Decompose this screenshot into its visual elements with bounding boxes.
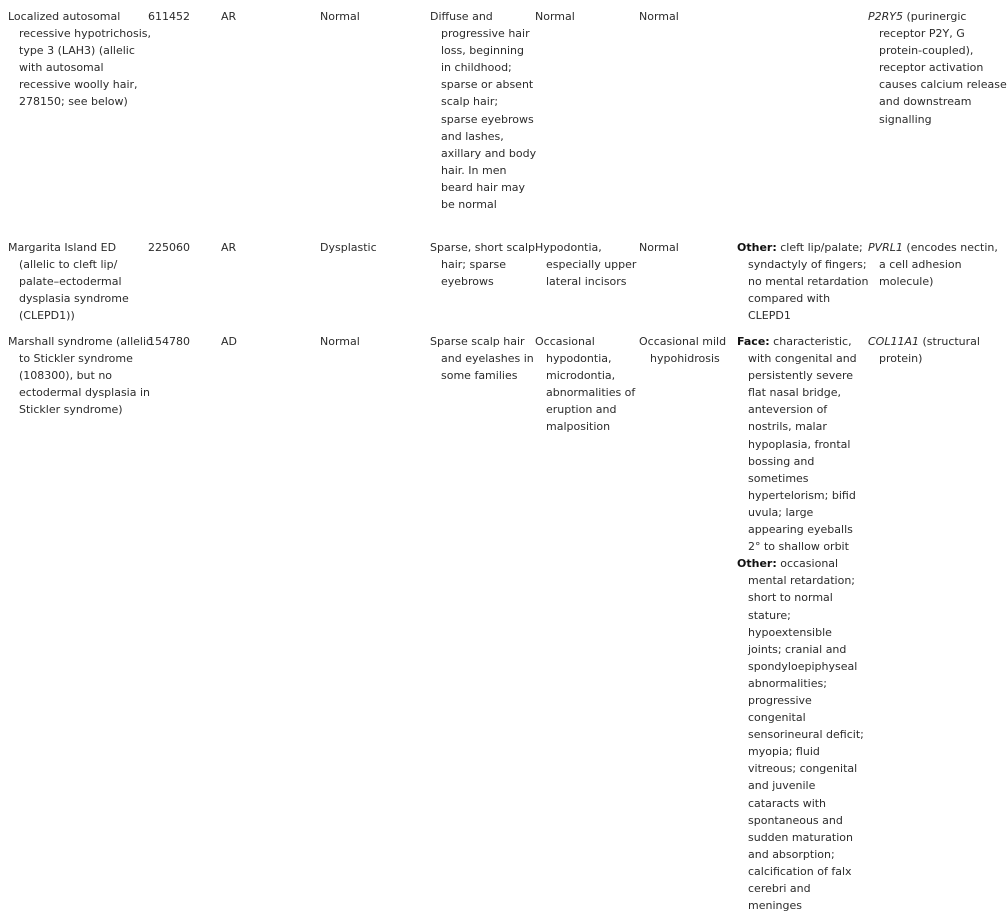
nails-cell: Normal (320, 335, 360, 348)
other-feature-entry (737, 555, 865, 914)
sweating-cell: Normal (639, 241, 679, 254)
gene-cell (868, 333, 1008, 367)
other-features-cell (737, 239, 876, 324)
condition-cell: Localized autosomal recessive hypotrichosis, type 3 (LAH3) (allelic with autosomal recessive woolly hair, 278150; see below) (8, 10, 152, 109)
gene-cell (868, 239, 1004, 290)
feature-text: occasional mental retardation; short to normal stature; hypoextensible joints; cranial and spondyloepiphyseal abnormalities; progressive congenital sensorineural deficit; myopia; fluid vitreous; congenital and juvenile cataracts with spontaneous and sudden maturation and absorption; calcification of falx cerebri and meninges (748, 557, 864, 913)
feature-label: Other: (737, 241, 777, 254)
teeth-cell: Normal (535, 10, 575, 23)
hair-cell: Sparse scalp hair and eyelashes in some families (430, 335, 534, 383)
other-features-cell (737, 333, 865, 914)
sweating-cell: Normal (639, 10, 679, 23)
omim-cell: 154780 (148, 335, 190, 348)
gene-description: (purinergic receptor P2Y, G protein-coupled), receptor activation causes calcium release and downstream signalling (879, 10, 1007, 126)
other-feature-entry (737, 239, 876, 324)
feature-text: cleft lip/palate; syndactyly of fingers; no mental retardation compared with CLEPD1 (748, 241, 869, 323)
inheritance-cell: AR (221, 241, 237, 254)
hair-cell: Diffuse and progressive hair loss, beginning in childhood; sparse or absent scalp hair; sparse eyebrows and lashes, axillary and body hair. In men beard hair may be normal (430, 10, 537, 212)
inheritance-cell: AR (221, 10, 237, 23)
omim-cell: 225060 (148, 241, 190, 254)
gene-description: (structural protein) (879, 335, 980, 366)
inheritance-cell: AD (221, 335, 237, 348)
feature-text: characteristic, with congenital and persistently severe flat nasal bridge, anteversion of nostrils, malar hypoplasia, frontal bossing and sometimes hypertelorism; bifid uvula; large appearing eyeballs 2° to shallow orbit (748, 335, 857, 554)
gene-symbol: COL11A1 (868, 335, 919, 348)
teeth-cell: Hypodontia, especially upper lateral incisors (535, 241, 637, 289)
nails-cell: Dysplastic (320, 241, 377, 254)
condition-cell: Margarita Island ED (allelic to cleft lip/ palate–ectodermal dysplasia syndrome (CLEPD1)) (8, 241, 129, 323)
feature-label: Other: (737, 557, 777, 571)
gene-symbol: PVRL1 (868, 241, 903, 254)
nails-cell: Normal (320, 10, 360, 23)
other-feature-entry (737, 333, 865, 555)
teeth-cell: Occasional hypodontia, microdontia, abnormalities of eruption and malposition (535, 335, 636, 434)
gene-description: (encodes nectin, a cell adhesion molecule) (879, 241, 998, 289)
gene-symbol: P2RY5 (868, 10, 903, 23)
gene-cell (868, 8, 1008, 128)
hair-cell: Sparse, short scalp hair; sparse eyebrows (430, 241, 536, 289)
sweating-cell: Occasional mild hypohidrosis (639, 335, 727, 366)
omim-cell: 611452 (148, 10, 190, 23)
feature-label: Face: (737, 335, 770, 348)
condition-cell: Marshall syndrome (allelic to Stickler syndrome (108300), but no ectodermal dysplasia in Stickler syndrome) (8, 335, 153, 417)
